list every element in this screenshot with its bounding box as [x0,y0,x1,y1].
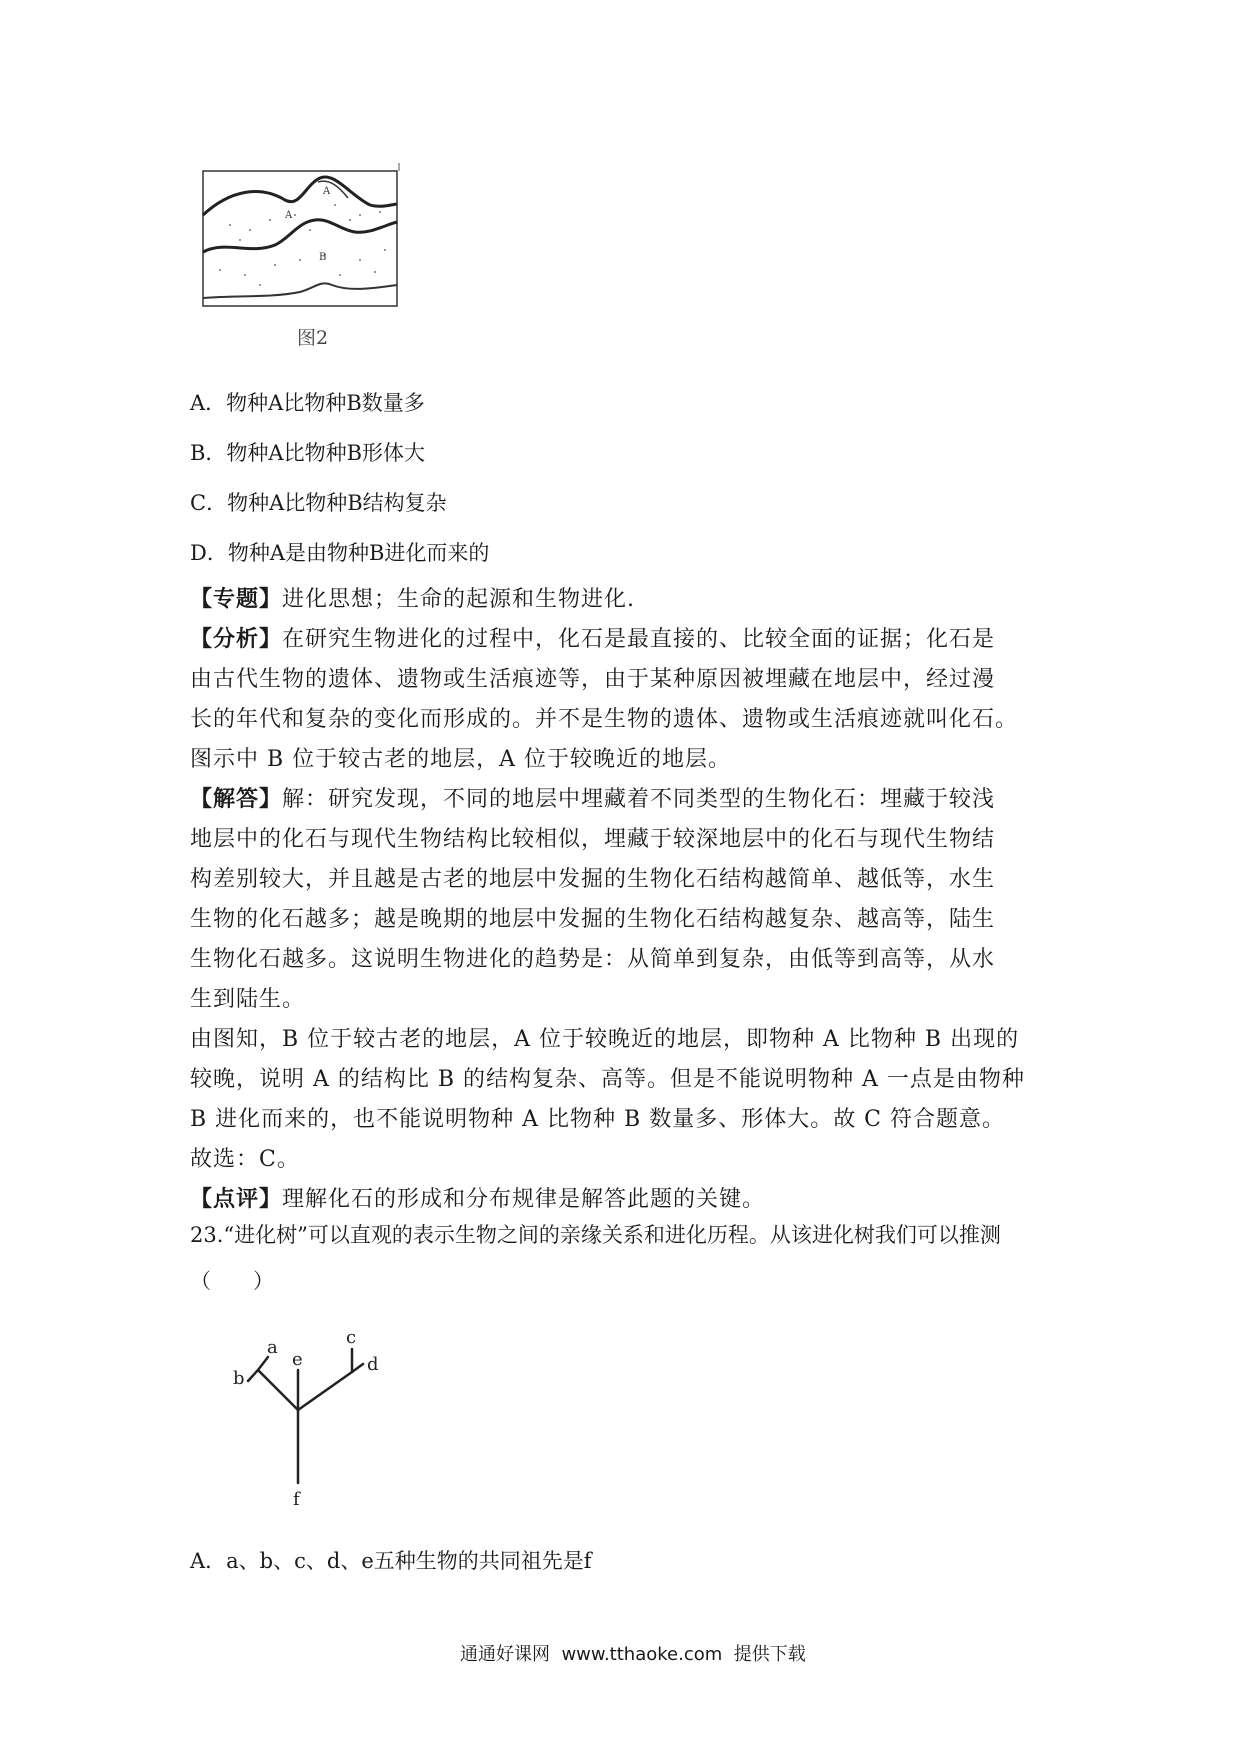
answer-line-5: 生物化石越多。这说明生物进化的趋势是：从简单到复杂，由低等到高等，从水 [190,947,996,972]
tree-label-c: c [346,1327,357,1348]
answer-line-1 [190,782,995,813]
label-a-top: A [323,186,331,197]
comment-tag: 【点评】 [190,1186,283,1212]
strata-diagram [200,160,410,320]
topic-section [190,582,635,613]
answer-text: 解：研究发现，不同的地层中埋藏着不同类型的生物化石：埋藏于较浅 [282,787,996,812]
tree-label-a: a [267,1337,278,1358]
answer-line-3: 构差别较大，并且越是古老的地层中发掘的生物化石结构越简单、越低等，水生 [190,867,996,892]
topic-text: 进化思想；生命的起源和生物进化. [282,587,636,612]
option-d: D．物种A是由物种B进化而来的 [190,541,490,565]
answer-line-6: 生到陆生。 [190,987,306,1012]
answer-line-10: 故选：C。 [190,1147,300,1172]
option-b: B．物种A比物种B形体大 [190,441,426,465]
answer-line-8: 较晚，说明 A 的结构比 B 的结构复杂、高等。但是不能说明物种 A 一点是由物种 [190,1067,1025,1092]
tree-label-f: f [293,1489,300,1510]
footer-text: 通通好课网 www.tthaoke.com 提供下载 [460,1644,806,1665]
option-a: A．物种A比物种B数量多 [190,391,425,415]
evolution-tree-diagram [220,1315,400,1510]
analysis-line-4: 图示中 B 位于较古老的地层，A 位于较晚近的地层。 [190,747,732,772]
answer-line-9: B 进化而来的，也不能说明物种 A 比物种 B 数量多、形体大。故 C 符合题意。 [190,1107,1006,1132]
analysis-text: 在研究生物进化的过程中，化石是最直接的、比较全面的证据；化石是 [282,627,996,652]
option-c: C．物种A比物种B结构复杂 [190,491,447,515]
figure-2-caption: 图2 [297,327,329,349]
answer-line-7: 由图知，B 位于较古老的地层，A 位于较晚近的地层，即物种 A 比物种 B 出现的 [190,1027,1020,1052]
analysis-line-2: 由古代生物的遗体、遗物或生活痕迹等，由于某种原因被埋藏在地层中，经过漫 [190,667,996,692]
answer-tag: 【解答】 [190,786,283,812]
label-a: A [285,210,293,221]
analysis-line-1 [190,622,995,653]
answer-line-2: 地层中的化石与现代生物结构比较相似，埋藏于较深地层中的化石与现代生物结 [190,827,996,852]
q23-option-a: A．a、b、c、d、e五种生物的共同祖先是f [190,1549,592,1573]
analysis-tag: 【分析】 [190,626,283,652]
comment-text: 理解化石的形成和分布规律是解答此题的关键。 [282,1187,766,1212]
label-b: B [319,252,327,263]
q23-blank: （ ） [190,1269,274,1293]
tree-label-b: b [233,1368,245,1389]
analysis-line-3: 长的年代和复杂的变化而形成的。并不是生物的遗体、遗物或生活痕迹就叫化石。 [190,707,1019,732]
topic-tag: 【专题】 [190,586,283,612]
figure-2 [200,160,410,320]
comment-section [190,1182,765,1213]
answer-line-4: 生物的化石越多；越是晚期的地层中发掘的生物化石结构越复杂、越高等，陆生 [190,907,996,932]
evolution-tree [220,1315,400,1510]
q23-stem: 23.“进化树”可以直观的表示生物之间的亲缘关系和进化历程。从该进化树我们可以推测 [190,1223,1001,1247]
tree-label-e: e [292,1349,303,1370]
tree-label-d: d [367,1354,379,1375]
